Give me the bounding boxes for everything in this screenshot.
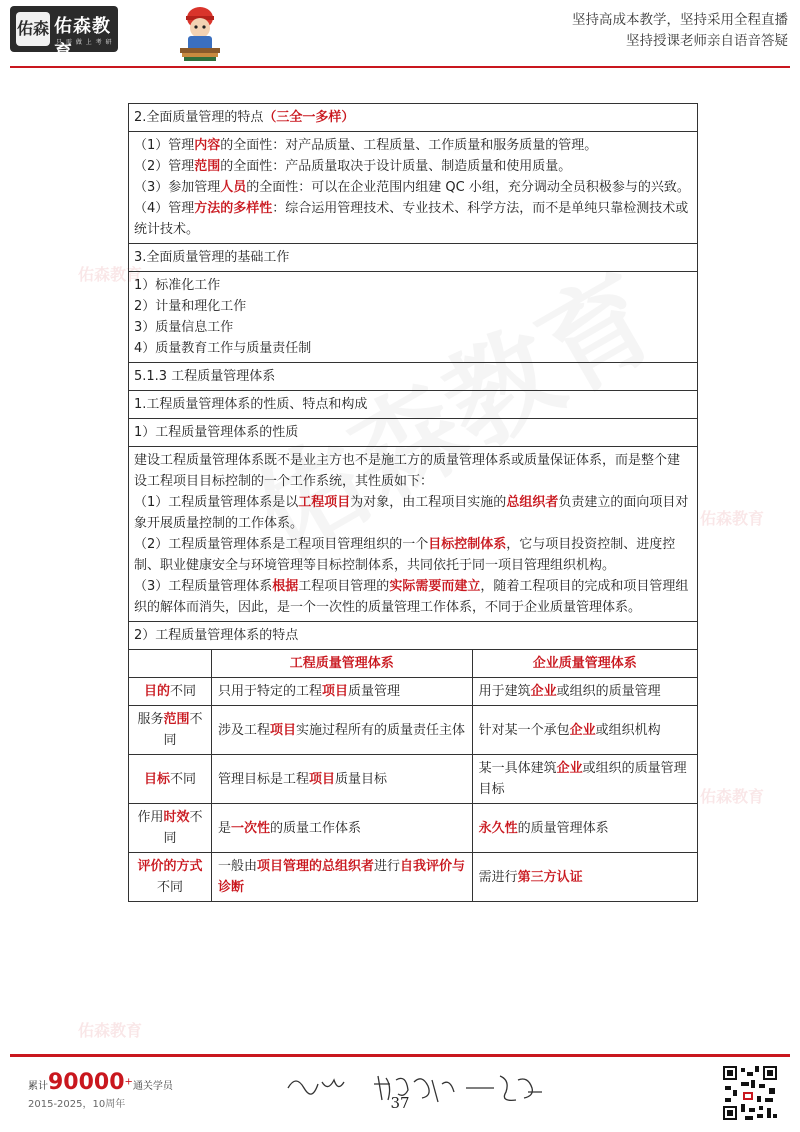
- item-text: 的全面性：可以在企业范围内组建 QC 小组，充分调动全员积极参与的兴致。: [246, 180, 690, 195]
- key-text: 不同: [170, 684, 197, 699]
- page-header: [0, 0, 800, 70]
- item-text: 的全面性：产品质量取决于设计质量、制造质量和使用质量。: [220, 159, 572, 174]
- stat-plus: +: [124, 1076, 133, 1088]
- table-row-scope: [129, 706, 697, 755]
- row-key: [129, 853, 212, 902]
- feature-item-1: [134, 135, 692, 156]
- section-3-body: [129, 271, 697, 362]
- title-text: 2.全面质量管理的特点: [134, 110, 264, 125]
- table-header-row: [129, 650, 697, 678]
- item-highlight: 人员: [220, 180, 247, 195]
- item-highlight: 内容: [194, 138, 221, 153]
- cell-highlight: 项目管理的总组织者: [257, 859, 375, 874]
- nature-item-1: [134, 492, 692, 534]
- item-text: （1）管理: [134, 138, 195, 153]
- nature-intro: 建设工程质量管理体系既不是业主方也不是施工方的质量管理体系或质量保证体系，而是整个建设工程项目目标控制的一个工作系统，其性质如下：: [134, 453, 681, 489]
- item-highlight: 方法的多样性: [194, 201, 273, 216]
- cell-text: 或组织的质量管理目标: [478, 761, 687, 797]
- key-text: 不同: [156, 880, 183, 895]
- nature-title: 1）工程质量管理体系的性质: [129, 418, 697, 446]
- stat-number: 90000: [48, 1070, 125, 1095]
- cell-highlight: 项目: [322, 684, 349, 699]
- watermark-right-1: 佑森教育: [700, 509, 765, 528]
- cell-text: 一般由: [218, 859, 258, 874]
- watermark-left-2: 佑森教育: [78, 1021, 143, 1040]
- item-text: （3）工程质量管理体系: [134, 579, 273, 594]
- enterprise-cell: [472, 706, 697, 755]
- logo-tagline: 只 需 做 上 考 研: [56, 39, 113, 46]
- logo-seal: 佑森: [16, 12, 50, 46]
- cell-text: 涉及工程: [218, 722, 271, 738]
- project-cell: [212, 853, 473, 902]
- enterprise-cell: [472, 678, 697, 706]
- section-2-title: [129, 104, 697, 131]
- cell-highlight: 自我评价与诊断: [218, 859, 466, 895]
- item-text: （4）管理: [134, 201, 195, 216]
- project-cell: [212, 678, 473, 706]
- row-key: [129, 678, 212, 706]
- item-text: ，随着工程项目的完成和项目管理组织的解体而消失，因此，是一个一次性的质量管理工作体系，不同于企业质量管理体系。: [134, 579, 689, 615]
- cell-text: 是: [218, 820, 232, 836]
- cell-highlight: 一次性: [231, 820, 271, 836]
- cell-text: 需进行: [478, 869, 518, 885]
- basic-work-item-2: 2）计量和理化工作: [134, 299, 247, 314]
- key-text: 不同: [163, 712, 203, 748]
- item-text: ，它与项目投资控制、进度控制、职业健康安全与环境管理等目标控制体系，共同依托于同一项目管理组织机构。: [134, 537, 676, 573]
- item-text: （2）管理: [134, 159, 195, 174]
- page-number: 37: [390, 1094, 410, 1112]
- enterprise-cell: [472, 853, 697, 902]
- project-cell: [212, 804, 473, 853]
- cell-text: 进行: [374, 859, 401, 874]
- row-key: [129, 755, 212, 804]
- title-highlight: （三全一多样）: [263, 110, 355, 125]
- header-project-system: 工程质量管理体系: [212, 650, 473, 678]
- footer-divider: [10, 1054, 790, 1057]
- slogan-line-1: 坚持高成本教学，坚持采用全程直播: [572, 12, 788, 28]
- key-highlight: 范围: [163, 712, 190, 727]
- nature-body: [129, 446, 697, 621]
- logo-name: 佑森教育: [54, 16, 111, 63]
- cell-highlight: 企业: [556, 761, 583, 776]
- item-text: 负责建立的面向项目对象开展质量控制的工作体系。: [134, 495, 689, 531]
- row-key: [129, 804, 212, 853]
- nature-item-3: [134, 576, 692, 618]
- table-row-evaluation: [129, 853, 697, 902]
- table-row-goal: [129, 755, 697, 804]
- nature-item-2: [134, 534, 692, 576]
- key-text: 作用: [137, 810, 164, 825]
- anniversary-years: 2015-2025，10周年: [28, 1099, 126, 1110]
- cell-text: 用于建筑: [478, 684, 531, 699]
- brand-logo: [10, 6, 118, 63]
- subsection-1-title: 1.工程质量管理体系的性质、特点和构成: [129, 390, 697, 418]
- feature-item-4: [134, 198, 692, 240]
- section-513-title: 5.1.3 工程质量管理体系: [129, 362, 697, 390]
- item-text: 为对象，由工程项目实施的: [350, 495, 507, 510]
- footer-stats: [28, 1070, 173, 1110]
- table-row-timeliness: [129, 804, 697, 853]
- cell-highlight: 第三方认证: [517, 869, 583, 885]
- item-highlight: 范围: [194, 159, 221, 174]
- row-key: [129, 706, 212, 755]
- header-corner: [129, 650, 212, 678]
- table-row-purpose: [129, 678, 697, 706]
- enterprise-cell: [472, 804, 697, 853]
- basic-work-item-3: 3）质量信息工作: [134, 320, 234, 335]
- item-text: （3）参加管理: [134, 180, 221, 195]
- key-highlight: 目标: [143, 771, 170, 787]
- feature-item-3: [134, 177, 692, 198]
- cell-text: 实施过程所有的质量责任主体: [296, 722, 466, 738]
- basic-work-item-1: 1）标准化工作: [134, 278, 221, 293]
- section-2-body: [129, 131, 697, 243]
- cell-text: 的质量工作体系: [270, 820, 362, 836]
- item-highlight: 总组织者: [506, 495, 559, 510]
- item-text: （2）工程质量管理体系是工程项目管理组织的一个: [134, 537, 429, 552]
- cell-highlight: 永久性: [478, 820, 518, 836]
- key-text: 不同: [170, 771, 197, 787]
- cell-text: 或组织的质量管理: [556, 684, 661, 699]
- basic-work-item-4: 4）质量教育工作与质量责任制: [134, 341, 312, 356]
- cell-highlight: 企业: [530, 684, 557, 699]
- header-divider: [10, 66, 790, 68]
- cell-text: 针对某一个承包: [478, 722, 570, 738]
- watermark-left-1: 佑森教育: [78, 265, 143, 284]
- watermark-right-2: 佑森教育: [700, 787, 765, 806]
- cell-text: 质量目标: [335, 771, 388, 787]
- enterprise-cell: [472, 755, 697, 804]
- item-text: （1）工程质量管理体系是以: [134, 495, 299, 510]
- item-highlight: 实际需要而建立: [389, 579, 481, 594]
- qr-code-icon: [721, 1064, 779, 1122]
- comparison-table: [129, 649, 697, 901]
- item-highlight: 根据: [272, 579, 299, 594]
- cell-highlight: 项目: [309, 771, 336, 787]
- item-text: ：综合运用管理技术、专业技术、科学方法，而不是单纯只靠检测技术或统计技术。: [134, 201, 689, 237]
- project-cell: [212, 755, 473, 804]
- cell-text: 的质量管理体系: [517, 820, 609, 836]
- section-3-title: 3.全面质量管理的基础工作: [129, 243, 697, 271]
- item-highlight: 目标控制体系: [428, 537, 507, 552]
- cell-highlight: 企业: [569, 722, 596, 738]
- mascot-icon: [176, 4, 224, 62]
- stat-prefix: 累计: [28, 1081, 48, 1092]
- cell-text: 质量管理: [348, 684, 401, 699]
- cell-text: 或组织机构: [595, 722, 661, 738]
- item-text: 工程项目管理的: [298, 579, 390, 594]
- cell-text: 只用于特定的工程: [218, 684, 323, 699]
- item-text: 的全面性：对产品质量、工程质量、工作质量和服务质量的管理。: [220, 138, 598, 153]
- header-enterprise-system: 企业质量管理体系: [472, 650, 697, 678]
- slogan-line-2: 坚持授课老师亲自语音答疑: [626, 33, 788, 49]
- features-title: 2）工程质量管理体系的特点: [129, 621, 697, 649]
- stat-suffix: 通关学员: [132, 1081, 173, 1092]
- header-slogan: [572, 10, 788, 52]
- cell-text: 某一具体建筑: [478, 761, 557, 776]
- key-text: 不同: [163, 810, 203, 846]
- project-cell: [212, 706, 473, 755]
- key-highlight: 时效: [163, 810, 190, 825]
- key-highlight: 评价的方式: [137, 859, 203, 874]
- item-highlight: 工程项目: [298, 495, 351, 510]
- key-highlight: 目的: [143, 684, 170, 699]
- cell-text: 管理目标是工程: [218, 771, 310, 787]
- feature-item-2: [134, 156, 692, 177]
- cell-highlight: 项目: [270, 722, 297, 738]
- key-text: 服务: [137, 712, 164, 727]
- notes-table: [128, 103, 698, 902]
